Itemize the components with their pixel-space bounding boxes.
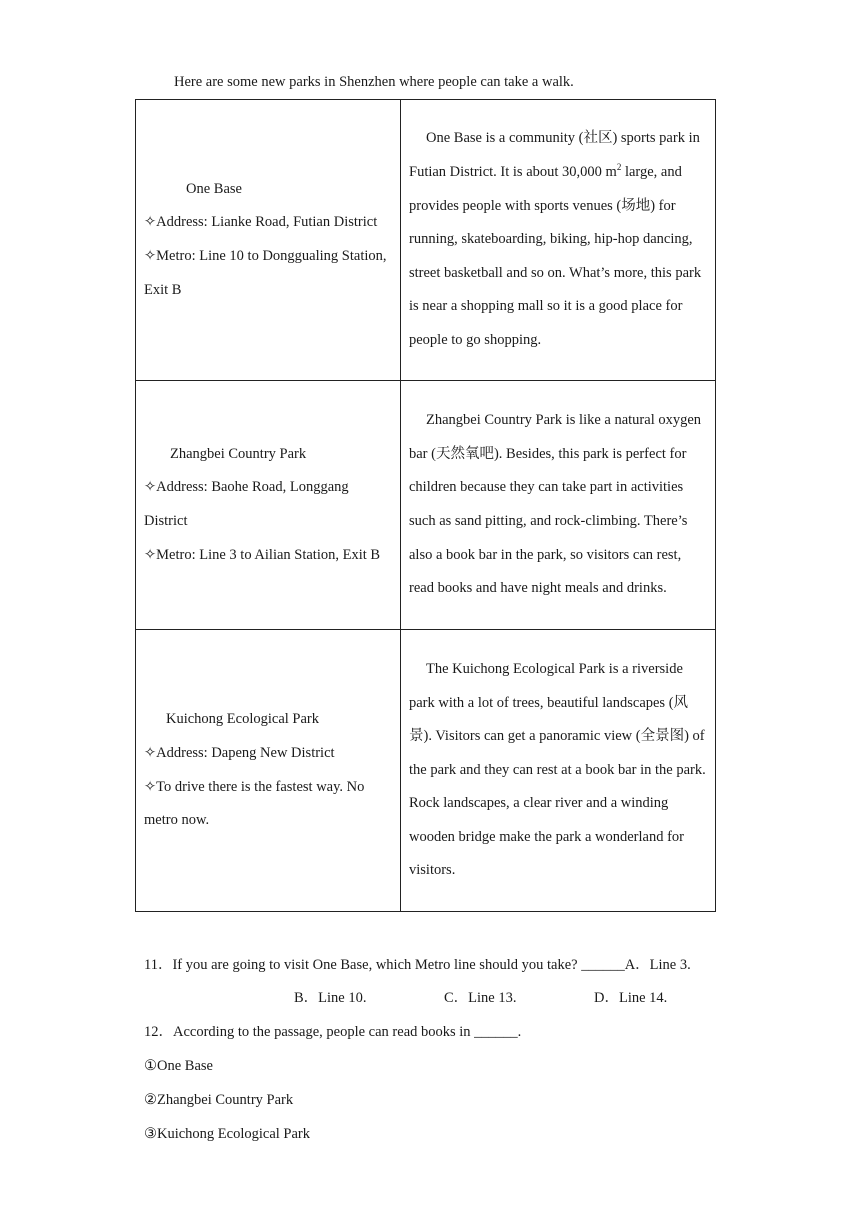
- park-description-cell: [401, 100, 716, 381]
- park-description-cell: [401, 381, 716, 630]
- intro-text: Here are some new parks in Shenzhen where people can take a walk.: [174, 74, 574, 90]
- question-11: [144, 955, 691, 975]
- park-description: [409, 122, 707, 357]
- question-stem: 11．If you are going to visit One Base, which Metro line should you take? ______: [144, 957, 625, 973]
- superscript: 2: [616, 162, 622, 173]
- desc-text: One Base is a community (社区) sports park in Futian District. It is about 30,000 m: [409, 130, 700, 181]
- option-b: B．Line 10.: [294, 990, 367, 1006]
- park-info-cell: [136, 630, 401, 912]
- park-name: Kuichong Ecological Park: [166, 711, 320, 728]
- table-row: [136, 630, 716, 912]
- desc-text: large, and provides people with sports venues (场地) for running, skateboarding, biking, hip-hop dancing, street basketball and so on. What’s more, this park is near a shopping mall so it is a good place for people to go shopping.: [409, 164, 702, 348]
- park-name: One Base: [186, 180, 242, 197]
- park-name: Zhangbei Country Park: [170, 445, 307, 462]
- list-item: ①One Base: [144, 1058, 213, 1074]
- park-description: The Kuichong Ecological Park is a riverside park with a lot of trees, beautiful landscapes (风景). Visitors can get a panoramic view (全景图) of the park and they can rest at a book bar in the park. Rock landscapes, a clear river and a winding wooden bridge make the park a wonderland for visitors.: [409, 660, 706, 879]
- table-row: [136, 381, 716, 630]
- park-address: ✧Address: Dapeng New District: [144, 744, 335, 761]
- park-description: Zhangbei Country Park is like a natural oxygen bar (天然氧吧). Besides, this park is perfect for children because they can take part in activities such as sand pitting, and rock-climbing. There’s also a book bar in the park, so visitors can rest, read books and have night meals and drinks.: [409, 412, 702, 597]
- table-row: [136, 100, 716, 381]
- option-a: A．Line 3.: [624, 957, 691, 973]
- option-c: C．Line 13.: [444, 990, 517, 1006]
- park-address: ✧Address: Baohe Road, Longgang District: [144, 479, 349, 529]
- option-d: D．Line 14.: [594, 990, 668, 1006]
- park-description-cell: [401, 630, 716, 912]
- park-transport: ✧Metro: Line 10 to Donggualing Station, Exit B: [144, 248, 387, 298]
- park-info-cell: [136, 100, 401, 381]
- parks-table: [135, 99, 716, 912]
- park-transport: ✧To drive there is the fastest way. No metro now.: [144, 778, 365, 829]
- list-item: ③Kuichong Ecological Park: [144, 1126, 311, 1142]
- park-transport: ✧Metro: Line 3 to Ailian Station, Exit B: [144, 546, 381, 563]
- park-address: ✧Address: Lianke Road, Futian District: [144, 214, 378, 231]
- park-info-cell: [136, 381, 401, 630]
- list-item: ②Zhangbei Country Park: [144, 1092, 294, 1108]
- question-12: 12．According to the passage, people can read books in ______.: [144, 1024, 522, 1040]
